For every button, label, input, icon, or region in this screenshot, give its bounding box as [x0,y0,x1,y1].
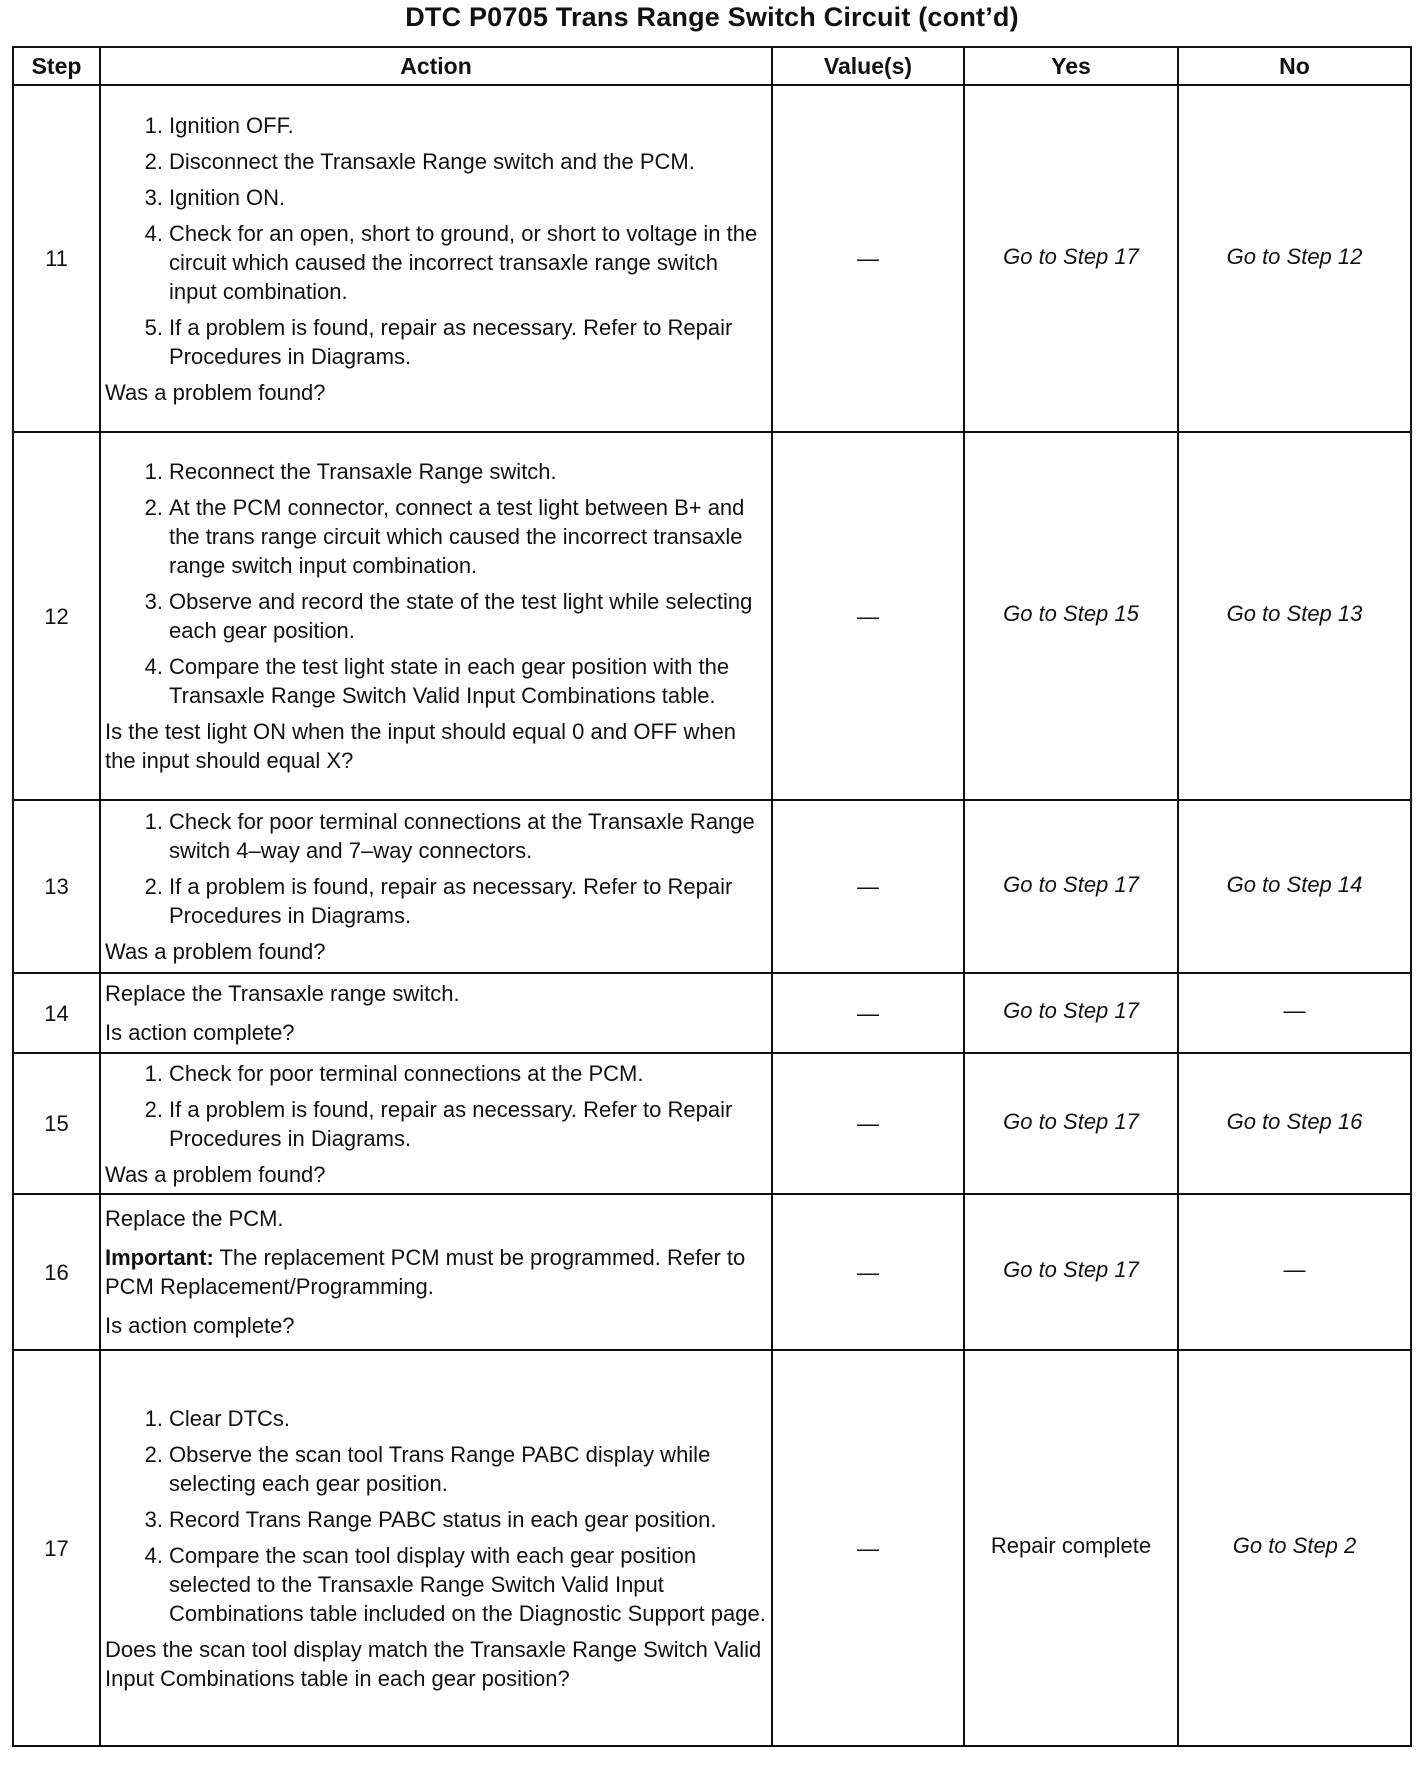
diagnostic-table [12,46,1412,1747]
list-item: 2. At the PCM connector, connect a test light between B+ and the trans range circuit which caused the incorrect transaxle range switch input combination. [144,495,745,578]
no-cell: Go to Step 13 [1178,432,1411,800]
value-cell: — [772,432,964,800]
action-text: Replace the PCM. [105,1206,284,1231]
table-row-step-14 [13,973,1411,1053]
list-item: 4. Compare the scan tool display with each gear position selected to the Transaxle Range Switch Valid Input Combinations table included on the Diagnostic Support page. [144,1542,766,1626]
list-item: 3. Observe and record the state of the test light while selecting each gear position. [144,589,753,643]
list-item: 1. Clear DTCs. [144,1405,291,1431]
action-steps [105,807,767,930]
step-number: 15 [13,1053,100,1194]
no-cell: Go to Step 12 [1178,85,1411,432]
no-cell: Go to Step 16 [1178,1053,1411,1194]
action-question: Was a problem found? [105,1161,326,1187]
action-text: Replace the Transaxle range switch. [105,981,460,1006]
action-cell [100,85,772,432]
important-label: Important: [105,1245,214,1270]
value-cell: — [772,1350,964,1746]
action-cell [100,973,772,1053]
action-cell [100,1194,772,1350]
table-header-row [13,47,1411,85]
no-cell: Go to Step 2 [1178,1350,1411,1746]
value-cell: — [772,1194,964,1350]
action-steps [105,457,767,710]
list-item: 1. Check for poor terminal connections at the PCM. [144,1060,644,1086]
list-item: 1. Reconnect the Transaxle Range switch. [144,459,557,484]
list-item: 4. Compare the test light state in each gear position with the Transaxle Range Switch Valid Input Combinations table. [144,654,730,708]
action-steps [105,1404,767,1628]
action-cell [100,1350,772,1746]
table-row-step-15 [13,1053,1411,1194]
list-item: 3. Ignition ON. [144,184,286,210]
column-header-step: Step [13,47,100,85]
column-header-values: Value(s) [772,47,964,85]
step-number: 14 [13,973,100,1053]
action-question: Is the test light ON when the input should equal 0 and OFF when the input should equal X? [105,719,737,773]
action-cell [100,800,772,973]
table-row-step-12 [13,432,1411,800]
list-item: 2. If a problem is found, repair as necessary. Refer to Repair Procedures in Diagrams. [144,1096,733,1151]
value-cell: — [772,85,964,432]
yes-cell: Go to Step 17 [964,85,1178,432]
list-item: 2. Observe the scan tool Trans Range PABC display while selecting each gear position. [144,1441,711,1496]
action-steps [105,111,767,371]
action-question: Is action complete? [105,1020,295,1045]
action-question: Was a problem found? [105,379,326,405]
list-item: 2. Disconnect the Transaxle Range switch and the PCM. [144,148,695,174]
step-number: 16 [13,1194,100,1350]
important-text: The replacement PCM must be programmed. Refer to PCM Replacement/Programming. [105,1245,746,1299]
table-row-step-13 [13,800,1411,973]
step-number: 17 [13,1350,100,1746]
list-item: 2. If a problem is found, repair as necessary. Refer to Repair Procedures in Diagrams. [144,874,733,928]
yes-cell: Go to Step 17 [964,1053,1178,1194]
value-cell: — [772,1053,964,1194]
yes-cell: Go to Step 17 [964,973,1178,1053]
yes-cell: Go to Step 17 [964,1194,1178,1350]
no-cell: — [1178,1194,1411,1350]
yes-cell: Repair complete [964,1350,1178,1746]
value-cell: — [772,800,964,973]
action-question: Is action complete? [105,1313,295,1338]
yes-cell: Go to Step 15 [964,432,1178,800]
list-item: 4. Check for an open, short to ground, or short to voltage in the circuit which caused the incorrect transaxle range switch input combination. [144,220,758,304]
no-cell: — [1178,973,1411,1053]
step-number: 12 [13,432,100,800]
column-header-action: Action [100,47,772,85]
list-item: 1. Check for poor terminal connections at the Transaxle Range switch 4–way and 7–way connectors. [144,809,755,863]
step-number: 11 [13,85,100,432]
list-item: 5. If a problem is found, repair as necessary. Refer to Repair Procedures in Diagrams. [144,314,733,369]
table-row-step-11 [13,85,1411,432]
no-cell: Go to Step 14 [1178,800,1411,973]
list-item: 3. Record Trans Range PABC status in each gear position. [144,1506,717,1532]
page-title: DTC P0705 Trans Range Switch Circuit (cont’d) [405,2,1019,32]
column-header-no: No [1178,47,1411,85]
table-row-step-17 [13,1350,1411,1746]
action-cell [100,1053,772,1194]
table-row-step-16 [13,1194,1411,1350]
yes-cell: Go to Step 17 [964,800,1178,973]
action-question: Does the scan tool display match the Transaxle Range Switch Valid Input Combinations table in each gear position? [105,1636,762,1691]
list-item: 1. Ignition OFF. [144,112,294,138]
value-cell: — [772,973,964,1053]
step-number: 13 [13,800,100,973]
action-question: Was a problem found? [105,939,326,964]
column-header-yes: Yes [964,47,1178,85]
action-cell [100,432,772,800]
important-note [105,1243,767,1301]
action-steps [105,1059,767,1153]
